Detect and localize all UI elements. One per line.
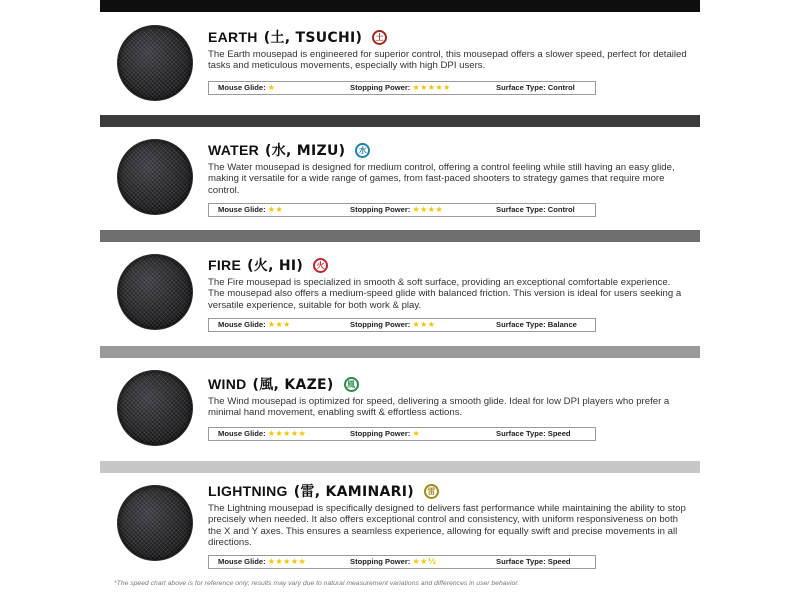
section-kanji: (風, KAZE) <box>252 377 334 393</box>
mousepad-image <box>118 26 192 100</box>
section-title <box>208 256 688 274</box>
spec-bar <box>208 427 596 441</box>
lightning-emblem-icon: 雷 <box>424 484 439 499</box>
water-emblem-icon: 水 <box>355 143 370 158</box>
top-bar <box>100 0 700 12</box>
section-title <box>208 482 688 500</box>
glide-star-rating: ★★★★★ <box>267 429 307 438</box>
stop-star-rating: ★★★★ <box>412 205 444 214</box>
section-title <box>208 141 688 159</box>
earth-emblem-icon: 土 <box>372 30 387 45</box>
section-divider <box>100 115 700 127</box>
stopping-power-spec: Stopping Power: ★★★★ <box>350 205 444 214</box>
mousepad-section-water <box>100 137 700 225</box>
mouse-glide-spec: Mouse Glide: ★★★★★ <box>218 557 307 566</box>
spec-bar <box>208 203 596 217</box>
stopping-power-spec: Stopping Power: ★★★★★ <box>350 83 451 92</box>
spec-bar <box>208 318 596 332</box>
mousepad-section-fire <box>100 252 700 340</box>
section-description: The Wind mousepad is optimized for speed, delivering a smooth glide. Ideal for low DPI players who prefer a minimal hand movement, enabling swift & effortless actions. <box>208 396 670 419</box>
glide-star-rating: ★★★ <box>267 320 291 329</box>
section-divider <box>100 461 700 473</box>
glide-star-rating: ★ <box>267 83 276 92</box>
glide-star-rating: ★★★★★ <box>267 557 307 566</box>
mousepad-image <box>118 255 192 329</box>
mousepad-image <box>118 140 192 214</box>
surface-type-spec: Surface Type: Speed <box>496 429 571 438</box>
mousepad-image <box>118 486 192 560</box>
stopping-power-spec: Stopping Power: ★★½ <box>350 557 437 566</box>
surface-type-spec: Surface Type: Control <box>496 83 575 92</box>
section-kanji: (水, MIZU) <box>265 143 346 159</box>
section-divider <box>100 346 700 358</box>
section-name: LIGHTNING <box>208 483 288 499</box>
section-name: WATER <box>208 142 260 158</box>
section-kanji: (雷, KAMINARI) <box>293 484 414 500</box>
section-name: WIND <box>208 376 247 392</box>
glide-star-rating: ★★ <box>267 205 284 214</box>
surface-type-spec: Surface Type: Balance <box>496 320 577 329</box>
mousepad-section-wind <box>100 371 700 451</box>
section-description: The Earth mousepad is engineered for superior control, this mousepad offers a slower speed, perfect for detailed tasks and meticulous movements, especially with high DPI users. <box>208 49 687 72</box>
section-title <box>208 28 688 46</box>
surface-type-spec: Surface Type: Control <box>496 205 575 214</box>
stopping-power-spec: Stopping Power: ★ <box>350 429 421 438</box>
stopping-power-spec: Stopping Power: ★★★ <box>350 320 436 329</box>
mousepad-image <box>118 371 192 445</box>
section-description: The Lightning mousepad is specifically designed to delivers fast performance while maintaining the ability to stop precisely when needed. It also offers exceptional control and consistency, with uniform responsiveness on both the X and Y axes. This ensures a seamless experience, allowing for equally swift and precise movements in all directions. <box>208 503 686 549</box>
section-name: EARTH <box>208 29 258 45</box>
section-kanji: (土, TSUCHI) <box>263 30 363 46</box>
section-name: FIRE <box>208 257 242 273</box>
mouse-glide-spec: Mouse Glide: ★★ <box>218 205 284 214</box>
section-description: The Water mousepad is designed for medium control, offering a control feeling while still having an easy glide, making it versatile for a wide range of games, from fast-paced shooters to strategy games that require more control. <box>208 162 675 196</box>
mousepad-section-lightning <box>100 478 700 573</box>
mousepad-section-earth <box>100 24 700 112</box>
surface-type-spec: Surface Type: Speed <box>496 557 571 566</box>
mouse-glide-spec: Mouse Glide: ★ <box>218 83 276 92</box>
spec-bar <box>208 81 596 95</box>
stop-star-rating: ★ <box>412 429 421 438</box>
section-divider <box>100 230 700 242</box>
fire-emblem-icon: 火 <box>313 258 328 273</box>
section-kanji: (火, HI) <box>247 258 304 274</box>
stop-star-rating: ★★★ <box>412 320 436 329</box>
mouse-glide-spec: Mouse Glide: ★★★ <box>218 320 291 329</box>
section-description: The Fire mousepad is specialized in smooth & soft surface, providing an exceptional comfortable experience. The mousepad also offers a medium-speed glide with balanced friction. This version is ideal for users seeking a versatile experience, suitable for both work & play. <box>208 277 682 311</box>
mouse-glide-spec: Mouse Glide: ★★★★★ <box>218 429 307 438</box>
footnote: *The speed chart above is for reference only; results may vary due to natural measurement variations and differences in user behavior. <box>114 580 520 587</box>
spec-bar <box>208 555 596 569</box>
stop-star-rating: ★★★★★ <box>412 83 451 92</box>
section-title <box>208 375 688 393</box>
stop-star-rating: ★★½ <box>412 557 437 566</box>
wind-emblem-icon: 風 <box>344 377 359 392</box>
